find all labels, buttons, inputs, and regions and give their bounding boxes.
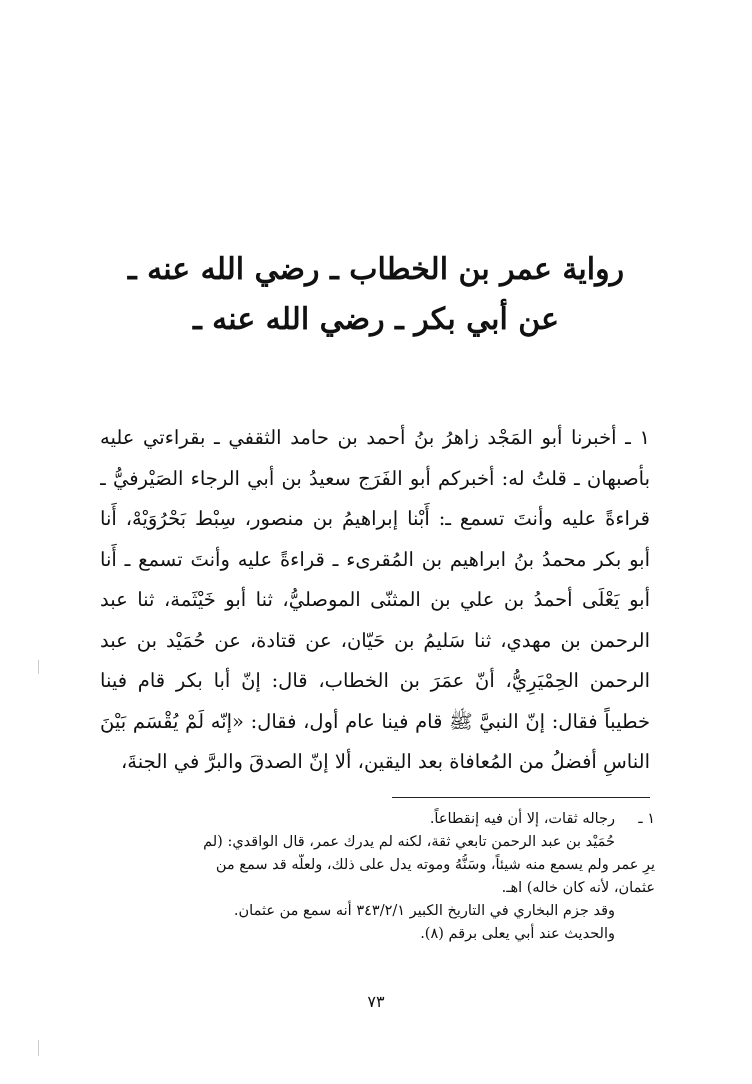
heading-line-2: عن أبي بكر ـ رضي الله عنه ـ bbox=[192, 302, 560, 337]
hadith-text bbox=[100, 418, 650, 783]
page-number: ٧٣ bbox=[367, 992, 385, 1011]
footnote-line bbox=[100, 808, 655, 831]
footnote-text: رجاله ثقات، إلا أن فيه إنقطاعاً. bbox=[429, 811, 615, 827]
footnote-line: يرِ عمر ولم يسمع منه شيئاً، وسَنُّهُ وموته يدل على ذلك، ولعلّه قد سمع من bbox=[215, 857, 655, 873]
chapter-heading bbox=[120, 245, 632, 345]
footnote-line: والحديث عند أبي يعلى برقم (٨). bbox=[420, 926, 615, 942]
footnote-separator bbox=[392, 797, 650, 798]
body-line: قراءةً عليه وأنتَ تسمع ـ: أَبْنا إبراهيمُ بن منصور، سِبْط بَحْرُوَيْهْ، أَنا bbox=[100, 507, 650, 530]
body-line: بأصبهان ـ قلتُ له: أخبركم أبو الفَرَج سعيدُ بن أبي الرجاء الصَيْرفيُّ ـ bbox=[100, 466, 650, 490]
body-line: خطيباً فقال: إنّ النبيَّ ﷺ قام فينا عام أول، فقال: «إنّه لَمْ يُقْسَم بَيْنَ bbox=[100, 709, 650, 733]
footnote-line: حُمَيْد بن عبد الرحمن تابعي ثقة، لكنه لم يدرك عمر، قال الواقدي: (لم bbox=[203, 834, 615, 850]
body-line: أبو يَعْلَى أحمدُ بن علي بن المثنّى الموصليُّ، ثنا أبو خَيْثَمة، ثنا عبد bbox=[100, 588, 650, 611]
margin-mark bbox=[38, 1040, 39, 1056]
footnote-line: وقد جزم البخاري في التاريخ الكبير ٣٤٣/٢/١ أنه سمع من عثمان. bbox=[233, 903, 615, 919]
footnotes bbox=[100, 808, 655, 946]
body-line: الرحمن بن مهدي، ثنا سَليمُ بن حَيّان، عن قتادة، عن حُمَيْد بن عبد bbox=[100, 628, 650, 652]
body-line: أبو بكر محمدُ بنُ ابراهيم بن المُقرىء ـ قراءةً عليه وأنتَ تسمع ـ أَنا bbox=[100, 547, 650, 571]
body-line: الناسِ أفضلُ من المُعافاة بعد اليقين، ألا إنّ الصدقَ والبرَّ في الجنةَ، bbox=[120, 750, 650, 773]
body-line: ١ ـ أخبرنا أبو المَجْد زاهرُ بنُ أحمد بن حامد الثقفي ـ بقراءتي عليه bbox=[100, 426, 650, 449]
footnote-marker: ١ ـ bbox=[638, 811, 655, 827]
margin-mark bbox=[38, 660, 39, 674]
heading-line-1: رواية عمر بن الخطاب ـ رضي الله عنه ـ bbox=[127, 252, 625, 287]
footnote-line: عثمان، لأنه كان خاله) اهـ. bbox=[501, 880, 655, 896]
body-line: الرحمن الحِمْيَرِيُّ، أنّ عمَرَ بن الخطاب، قال: إنّ أبا بكر قام فينا bbox=[100, 669, 650, 692]
